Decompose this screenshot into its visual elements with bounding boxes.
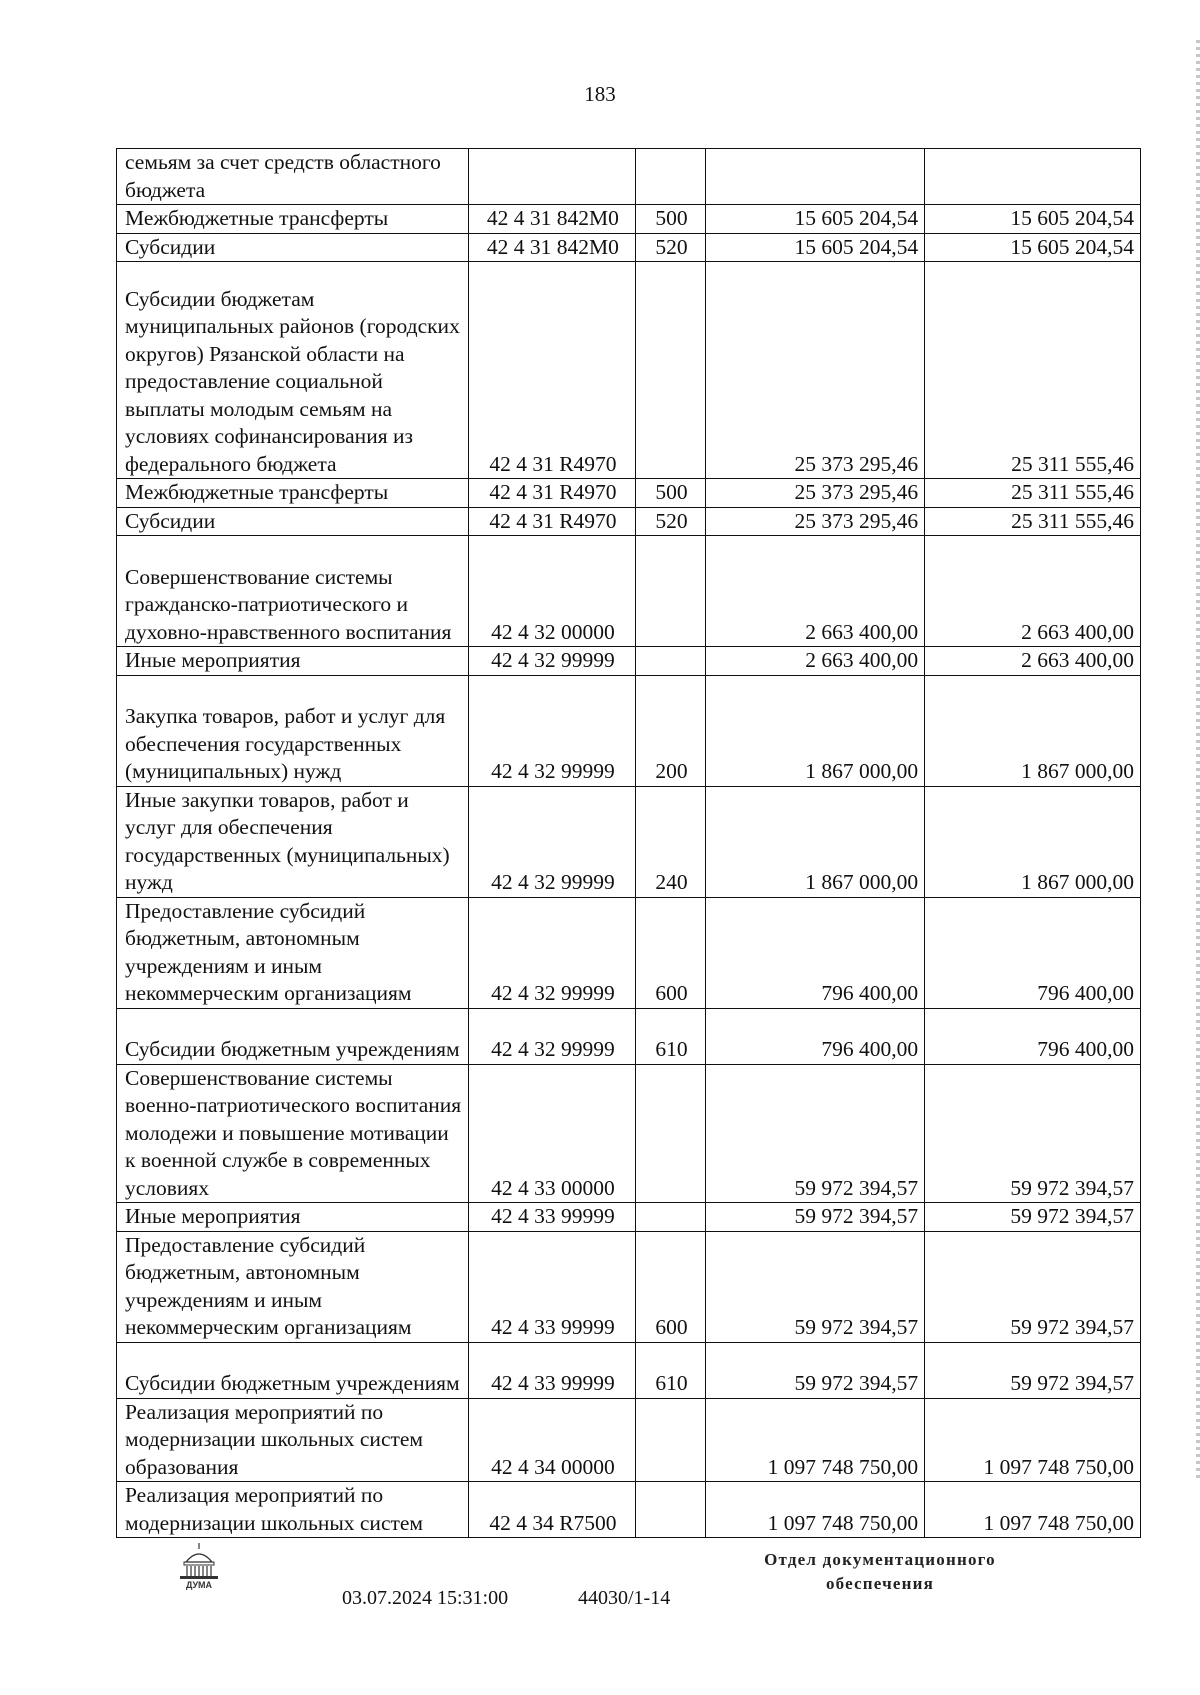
row-amount-1: 1 867 000,00 (706, 786, 925, 897)
row-type (635, 262, 705, 479)
row-amount-2 (925, 149, 1141, 205)
row-code: 42 4 32 99999 (468, 647, 635, 676)
row-code: 42 4 34 R7500 (468, 1482, 635, 1538)
row-name: Реализация мероприятий по модернизации школьных систем образования (117, 1398, 469, 1482)
row-type: 520 (635, 507, 705, 536)
table-row (117, 233, 1141, 262)
row-amount-1: 1 097 748 750,00 (706, 1398, 925, 1482)
row-name: Межбюджетные трансферты (117, 479, 469, 508)
row-amount-1: 796 400,00 (706, 1008, 925, 1064)
row-amount-2: 796 400,00 (925, 1008, 1141, 1064)
row-code: 42 4 32 00000 (468, 536, 635, 647)
row-name: Иные мероприятия (117, 647, 469, 676)
row-name: Предоставление субсидий бюджетным, автономным учреждениям и иным некоммерческим организациям (117, 1231, 469, 1342)
row-code: 42 4 31 R4970 (468, 262, 635, 479)
table-row (117, 205, 1141, 234)
budget-table (116, 148, 1141, 1538)
row-amount-2: 25 311 555,46 (925, 262, 1141, 479)
row-amount-1: 2 663 400,00 (706, 536, 925, 647)
row-amount-1 (706, 149, 925, 205)
row-amount-2: 1 097 748 750,00 (925, 1482, 1141, 1538)
row-type: 520 (635, 233, 705, 262)
row-code (468, 149, 635, 205)
row-code: 42 4 31 842M0 (468, 205, 635, 234)
table-row (117, 536, 1141, 647)
table-row (117, 1482, 1141, 1538)
table-row (117, 1398, 1141, 1482)
row-amount-1: 59 972 394,57 (706, 1342, 925, 1398)
row-amount-1: 59 972 394,57 (706, 1231, 925, 1342)
row-type (635, 647, 705, 676)
row-amount-2: 59 972 394,57 (925, 1342, 1141, 1398)
table-row (117, 786, 1141, 897)
row-name: Закупка товаров, работ и услуг для обеспечения государственных (муниципальных) нужд (117, 675, 469, 786)
row-type: 610 (635, 1342, 705, 1398)
department-line-2: обеспечения (825, 1574, 935, 1593)
row-amount-2: 2 663 400,00 (925, 536, 1141, 647)
table-row (117, 262, 1141, 479)
row-name: Иные закупки товаров, работ и услуг для обеспечения государственных (муниципальных) нужд (117, 786, 469, 897)
row-type: 600 (635, 897, 705, 1008)
row-type (635, 536, 705, 647)
row-code: 42 4 34 00000 (468, 1398, 635, 1482)
row-amount-2: 15 605 204,54 (925, 205, 1141, 234)
row-amount-2: 1 867 000,00 (925, 786, 1141, 897)
footer-document-number: 44030/1-14 (578, 1587, 671, 1609)
row-name: Субсидии бюджетным учреждениям (117, 1008, 469, 1064)
row-type: 240 (635, 786, 705, 897)
row-code: 42 4 33 00000 (468, 1064, 635, 1203)
row-code: 42 4 33 99999 (468, 1203, 635, 1232)
row-amount-1: 796 400,00 (706, 897, 925, 1008)
table-row (117, 149, 1141, 205)
table-row (117, 1064, 1141, 1203)
row-name: Субсидии (117, 507, 469, 536)
row-name: Совершенствование системы гражданско-патриотического и духовно-нравственного воспитания (117, 536, 469, 647)
row-name: Субсидии бюджетам муниципальных районов (городских округов) Рязанской области на предоставление социальной выплаты молодым семьям на условиях софинансирования из федерального бюджета (117, 262, 469, 479)
table-row (117, 675, 1141, 786)
row-code: 42 4 33 99999 (468, 1231, 635, 1342)
row-name: Субсидии (117, 233, 469, 262)
row-amount-2: 796 400,00 (925, 897, 1141, 1008)
row-type (635, 1203, 705, 1232)
footer-department-stamp (720, 1548, 1040, 1596)
table-row (117, 507, 1141, 536)
row-amount-2: 59 972 394,57 (925, 1203, 1141, 1232)
row-code: 42 4 32 99999 (468, 897, 635, 1008)
row-amount-1: 15 605 204,54 (706, 205, 925, 234)
row-amount-2: 59 972 394,57 (925, 1231, 1141, 1342)
table-row (117, 1203, 1141, 1232)
row-amount-1: 25 373 295,46 (706, 479, 925, 508)
row-code: 42 4 32 99999 (468, 1008, 635, 1064)
row-amount-2: 59 972 394,57 (925, 1064, 1141, 1203)
table-row (117, 1342, 1141, 1398)
row-amount-2: 1 097 748 750,00 (925, 1398, 1141, 1482)
row-name: Совершенствование системы военно-патриотического воспитания молодежи и повышение мотивации к военной службе в современных условиях (117, 1064, 469, 1203)
page-number: 183 (584, 82, 616, 106)
row-type (635, 1398, 705, 1482)
row-amount-2: 1 867 000,00 (925, 675, 1141, 786)
row-amount-1: 59 972 394,57 (706, 1064, 925, 1203)
row-type: 500 (635, 479, 705, 508)
row-amount-1: 1 097 748 750,00 (706, 1482, 925, 1538)
row-type: 500 (635, 205, 705, 234)
row-code: 42 4 33 99999 (468, 1342, 635, 1398)
table-row (117, 1231, 1141, 1342)
department-line-1: Отдел документационного (764, 1550, 996, 1569)
row-name: Предоставление субсидий бюджетным, автономным учреждениям и иным некоммерческим организациям (117, 897, 469, 1008)
row-amount-1: 59 972 394,57 (706, 1203, 925, 1232)
scan-edge-artifact (1196, 40, 1200, 1480)
table-row (117, 647, 1141, 676)
row-type: 600 (635, 1231, 705, 1342)
row-name: Субсидии бюджетным учреждениям (117, 1342, 469, 1398)
row-amount-1: 15 605 204,54 (706, 233, 925, 262)
row-code: 42 4 31 R4970 (468, 479, 635, 508)
logo-text: ДУМА (185, 1580, 213, 1590)
footer-date: 03.07.2024 15:31:00 (342, 1587, 509, 1609)
row-code: 42 4 32 99999 (468, 786, 635, 897)
row-amount-1: 25 373 295,46 (706, 507, 925, 536)
row-name: Межбюджетные трансферты (117, 205, 469, 234)
row-amount-2: 25 311 555,46 (925, 507, 1141, 536)
row-code: 42 4 31 842M0 (468, 233, 635, 262)
row-amount-1: 1 867 000,00 (706, 675, 925, 786)
table-row (117, 479, 1141, 508)
row-type (635, 1482, 705, 1538)
row-type (635, 1064, 705, 1203)
row-code: 42 4 31 R4970 (468, 507, 635, 536)
row-type (635, 149, 705, 205)
row-type: 610 (635, 1008, 705, 1064)
row-name: семьям за счет средств областного бюджета (117, 149, 469, 205)
row-amount-1: 2 663 400,00 (706, 647, 925, 676)
row-amount-2: 2 663 400,00 (925, 647, 1141, 676)
row-code: 42 4 32 99999 (468, 675, 635, 786)
row-name: Реализация мероприятий по модернизации школьных систем (117, 1482, 469, 1538)
table-row (117, 897, 1141, 1008)
row-amount-2: 25 311 555,46 (925, 479, 1141, 508)
row-type: 200 (635, 675, 705, 786)
table-row (117, 1008, 1141, 1064)
row-amount-1: 25 373 295,46 (706, 262, 925, 479)
row-name: Иные мероприятия (117, 1203, 469, 1232)
duma-logo-icon (176, 1540, 222, 1592)
row-amount-2: 15 605 204,54 (925, 233, 1141, 262)
